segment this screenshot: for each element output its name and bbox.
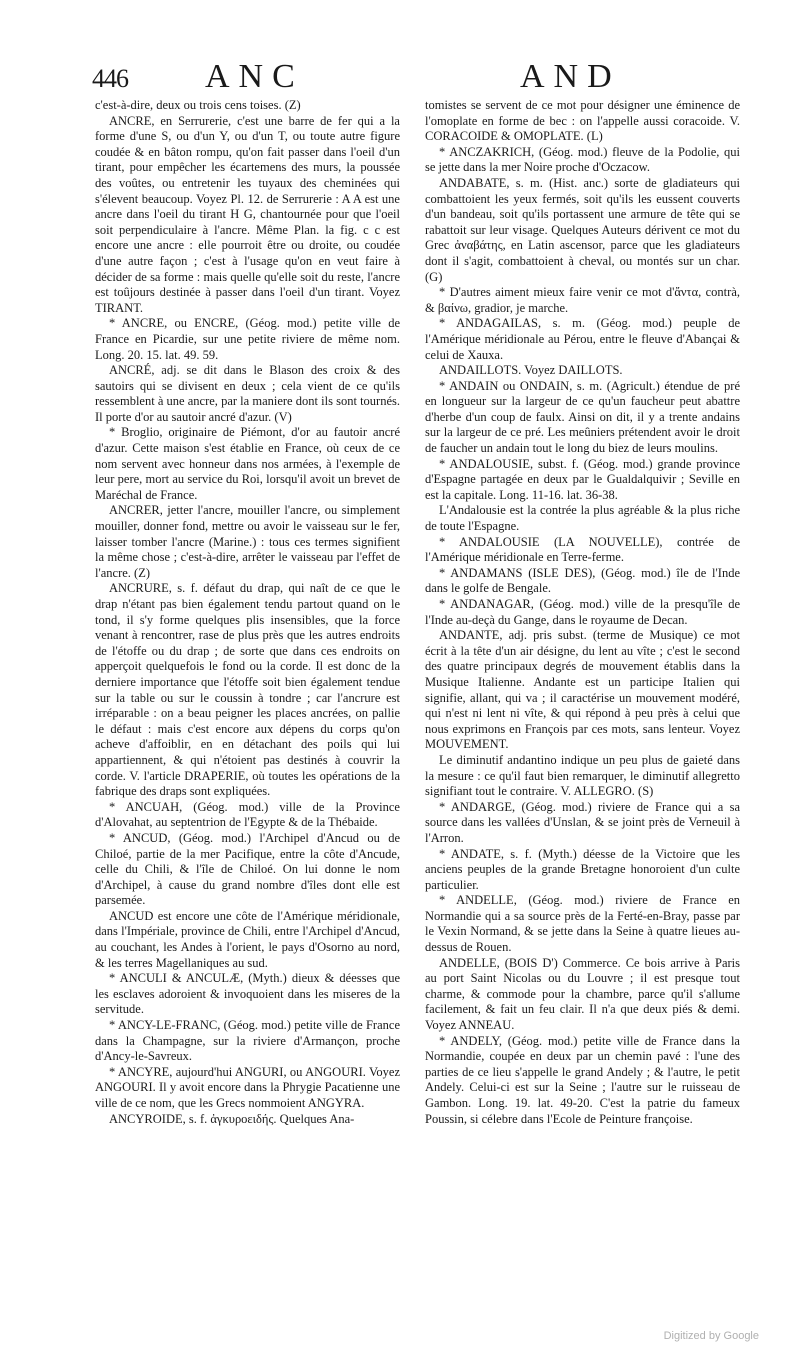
entry-andalousie-nouvelle: * ANDALOUSIE (LA NOUVELLE), contrée de l'Amérique méridionale en Terre-ferme.	[425, 534, 740, 565]
entry-ancre-serrurerie: ANCRE, en Serrurerie, c'est une barre de fer qui a la forme d'une S, ou d'un Y, ou d'un T, ou toute autre figure coudée & en bâton rompu, qu'on fait passer dans l'oeil d'un tirant, pour empêcher les écartemens des murs, la poussée des voûtes, ou entretenir les tuyaux des cheminées qui s'élevent beaucoup. Voyez Pl. 12. de Serrurerie : A A est une ancre dans l'oeil du tirant H G, chantournée pour que l'oeil soit perpendiculaire à l'ancre. Même Plan. la fig. c c est encore une ancre : elle pourroit être ou droite, ou coudée d'une autre façon ; c'est à l'usage qu'on en veut faire à décider de sa forme : mais quelle qu'elle soit du reste, l'ancre est toûjours destinée à passer dans l'oeil d'un tirant. Voyez TIRANT.	[95, 113, 400, 315]
running-head-left: ANC	[205, 58, 304, 95]
entry-ancre-blason: ANCRÉ, adj. se dit dans le Blason des croix & des sautoirs qui se divisent en deux ; cela vient de ce qu'ils ressemblent à une ancre, par la maniere dont ils sont tournés. Il porte d'or au sautoir ancré d'azur. (V)	[95, 363, 400, 424]
page-header	[0, 58, 799, 98]
entry-andely: * ANDELY, (Géog. mod.) petite ville de France dans la Normandie, coupée en deux par un chemin pavé : l'une des parties de ce lieu s'appelle le grand Andely ; & l'autre, le petit Andely. Celui-ci est sur la Seine ; l'autre sur le ruisseau de Gambon. Long. 19. lat. 49-20. C'est la patrie du fameux Poussin, si célebre dans l'Ecole de Peinture françoise.	[425, 1033, 740, 1126]
entry-andaillots: ANDAILLOTS. Voyez DAILLOTS.	[439, 363, 623, 378]
entry-andamans: * ANDAMANS (ISLE DES), (Géog. mod.) île de l'Inde dans le golfe de Bengale.	[425, 565, 740, 596]
entry-andagailas: * ANDAGAILAS, s. m. (Géog. mod.) peuple de l'Amérique méridionale au Pérou, entre le fleuve d'Abançai & celui de Xauxa.	[425, 316, 740, 362]
entry-ancuah: * ANCUAH, (Géog. mod.) ville de la Province d'Alovahat, au septentrion de l'Egypte & de la Thébaide.	[95, 799, 400, 830]
entry-ancyre: * ANCYRE, aujourd'hui ANGURI, ou ANGOURI. Voyez ANGOURI. Il y avoit encore dans la Phrygie Pacatienne une ville de ce nom, que les Grecs nommoient ANGYRA.	[95, 1064, 400, 1110]
entry-andalousie-note: L'Andalousie est la contrée la plus agréable & la plus riche de toute l'Espagne.	[425, 503, 740, 534]
entry-andelle: * ANDELLE, (Géog. mod.) riviere de France en Normandie qui a sa source près de la Ferté-en-Bray, passe par le Vexin Normand, & se jette dans la Seine à quatre lieues au-dessus de Rouen.	[425, 893, 740, 955]
entry-andante: ANDANTE, adj. pris subst. (terme de Musique) ce mot écrit à la tête d'un air désigne, du lent au vîte ; c'est le second des quatre principaux degrés de mouvement établis dans la Musique Italienne. Andante est un participe Italien qui signifie, allant, qui va ; il caractérise un mouvement modéré, qui n'est ni lent ni vîte, & qui répond à peu près à celui que nous exprimons en François par ces mots, sans lenteur. Voyez MOUVEMENT.	[425, 628, 740, 752]
entry-anculi: * ANCULI & ANCULÆ, (Myth.) dieux & déesses que les esclaves adoroient & invoquoient dans les miseres de la servitude.	[95, 971, 400, 1017]
entry-andabate: ANDABATE, s. m. (Hist. anc.) sorte de gladiateurs qui combattoient les yeux fermés, soit qu'ils les eussent couverts d'un bandeau, soit qu'ils portassent une armure de tête qui se rabattoit sur leur visage. Quelques Auteurs dérivent ce mot du Grec ἀναβάτης, en Latin ascensor, parce que les gladiateurs dont il s'agit, combattoient à cheval, ou montés sur un char. (G)	[425, 175, 740, 284]
entry-andantino: Le diminutif andantino indique un peu plus de gaieté dans la mesure : ce qu'il faut bien remarquer, le diminutif allegretto signifiant tout le contraire. V. ALLEGRO. (S)	[425, 752, 740, 799]
digitized-credit: Digitized by Google	[663, 1330, 759, 1342]
running-head-right: AND	[520, 58, 621, 95]
entry-andanagar: * ANDANAGAR, (Géog. mod.) ville de la presqu'île de l'Inde au-deçà du Gange, dans le royaume de Decan.	[425, 597, 740, 627]
entry-andarge: * ANDARGE, (Géog. mod.) riviere de France qui a sa source dans les vallées d'Unslan, & se joint près de Verneuil à l'Arron.	[425, 799, 740, 845]
left-column	[95, 98, 400, 1127]
entry-andate: * ANDATE, s. f. (Myth.) déesse de la Victoire que les anciens peuples de la grande Bretagne honoroient d'un culte particulier.	[425, 846, 740, 892]
entry-broglio: * Broglio, originaire de Piémont, d'or au fautoir ancré d'azur. Cette maison s'est établie en France, où ceux de ce nom servent avec honneur dans nos armées, à l'exemple de leur pere, mort au service du Roi, lorsqu'il avoit un brevet de Maréchal de France.	[95, 425, 400, 502]
entry-ancyroide: ANCYROIDE, s. f. ἀγκυροειδής. Quelques Ana-	[109, 1111, 355, 1126]
entry-andalousie: * ANDALOUSIE, subst. f. (Géog. mod.) grande province d'Espagne partagée en deux par le Gualdalquivir ; Seville en est la capitale. Long. 11-16. lat. 36-38.	[425, 456, 740, 502]
entry-ancud: * ANCUD, (Géog. mod.) l'Archipel d'Ancud ou de Chiloé, partie de la mer Pacifique, entre la côte d'Ancude, celle du Chili, & l'île de Chiloé. On lui donne le nom d'Archipel, à cause du grand nombre d'îles dont elle est parsemée.	[95, 830, 400, 908]
entry-ancrure: ANCRURE, s. f. défaut du drap, qui naît de ce que le drap n'étant pas bien également tendu partout quand on le tond, il s'y forme quelques plis insensibles, que la force venant à rencontrer, rase de plus près que les autres endroits de l'étoffe ou du drap ; de sorte que dans ces endroits on apperçoit quelquefois le fond ou la corde. Il est donc de la derniere importance que l'étoffe soit bien également tendue sur la table ou sur le coussin à tondre ; car l'ancrure est irréparable : on a beau peigner les places ancrées, on pallie le défaut : mais c'est encore aux dépens du corps qu'on acheve d'affoiblir, en en détachant des poils qui lui appartiennent, & qui n'étoient pas destinés à couvrir la corde. V. l'article DRAPERIE, où toutes les opérations de la fabrique des draps sont expliquées.	[95, 581, 400, 799]
entry-andain: * ANDAIN ou ONDAIN, s. m. (Agricult.) étendue de pré en longueur sur la largeur de ce qu'un faucheur peut abattre d'herbe d'un coup de faulx. Ainsi on dit, il y a trente andains sur la largeur de ce pré. Les meûniers prétendent avoir le droit de faucher un andain tout le long du biez de leurs moulins.	[425, 378, 740, 456]
entry-ancy-le-franc: * ANCY-LE-FRANC, (Géog. mod.) petite ville de France dans la Champagne, sur la riviere d'Armançon, proche d'Ancy-le-Savreux.	[95, 1018, 400, 1064]
entry-andabate-etym: * D'autres aiment mieux faire venir ce mot d'ἄντα, contrà, & βαίνω, gradior, je marche.	[425, 285, 740, 315]
page-number: 446	[92, 64, 128, 93]
entry-andelle-bois: ANDELLE, (BOIS D') Commerce. Ce bois arrive à Paris au port Saint Nicolas ou du Louvre ; il est presque tout charme, & commode pour la chambre, parce qu'il s'allume facilement, & fait un feu clair. Il n'a que deux piés & demi. Voyez ANNEAU.	[425, 955, 740, 1033]
right-column	[425, 98, 740, 1127]
entry-anczakrich: * ANCZAKRICH, (Géog. mod.) fleuve de la Podolie, qui se jette dans la mer Noire proche d'Oczacow.	[425, 144, 740, 175]
paragraph: c'est-à-dire, deux ou trois cens toises. (Z)	[95, 98, 301, 112]
paragraph: tomistes se servent de ce mot pour désigner une éminence de l'omoplate en forme de bec : on l'appelle aussi coracoide. V. CORACOIDE & OMOPLATE. (L)	[425, 98, 740, 144]
entry-ancre-geog: * ANCRE, ou ENCRE, (Géog. mod.) petite ville de France en Picardie, sur une petite riviere de même nom. Long. 20. 15. lat. 49. 59.	[95, 316, 400, 362]
entry-ancud-cote: ANCUD est encore une côte de l'Amérique méridionale, dans l'Impériale, province de Chili, entre l'Archipel d'Ancud, au couchant, les Andes à l'orient, le pays d'Osorno au nord, & les terres Magellaniques au sud.	[95, 908, 400, 970]
entry-ancrer: ANCRER, jetter l'ancre, mouiller l'ancre, ou simplement mouiller, donner fond, mettre ou avoir le vaisseau sur le fer, laisser tomber l'ancre (Marine.) : tous ces termes signifient la même chose ; c'est-à-dire, arrêter le vaisseau par l'effet de l'ancre. (Z)	[95, 503, 400, 580]
column-divider	[412, 98, 413, 1193]
